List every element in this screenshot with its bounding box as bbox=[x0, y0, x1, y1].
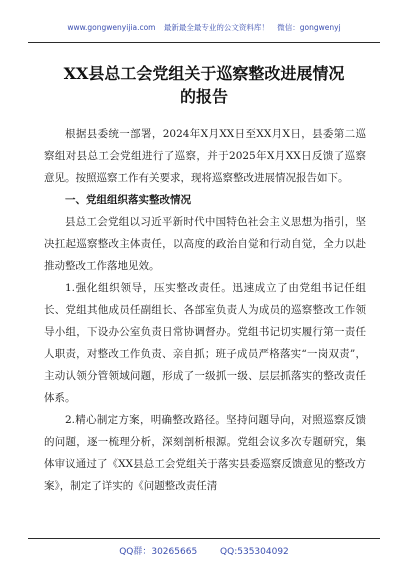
header-tagline: 最新最全最专业的公文资料库！ bbox=[163, 23, 269, 32]
document-body bbox=[44, 123, 366, 497]
section-1-paragraph: 县总工会党组以习近平新时代中国特色社会主义思想为指引，坚决扛起巡察整改主体责任，以高度的政治自觉和行动自觉，全力以赴推动整改工作落地见效。 bbox=[44, 216, 366, 272]
page-footer bbox=[0, 544, 408, 557]
page-header bbox=[0, 22, 408, 33]
title-line-2: 的报告 bbox=[179, 87, 228, 106]
header-divider bbox=[28, 42, 380, 43]
item-1-paragraph: 1.强化组织领导，压实整改责任。迅速成立了由党组书记任组长、党组其他成员任副组长、各部室负责人为成员的巡察整改工作领导小组，下设办公室负责日常协调督办。党组书记切实履行第一责任人职责，对整改工作负责、亲自抓；班子成员严格落实“一岗双责”，主动认领分管领域问题，形成了一级抓一级、层层抓落实的整改责任体系。 bbox=[44, 282, 366, 404]
intro-paragraph: 根据县委统一部署，2024年X月XX日至XX月X日，县委第二巡察组对县总工会党组进行了巡察，并于2025年X月XX日反馈了巡察意见。按照巡察工作有关要求，现将巡察整改进展情况报告如下。 bbox=[44, 128, 366, 184]
title-line-1: XX县总工会党组关于巡察整改进展情况 bbox=[63, 64, 345, 83]
document-title bbox=[30, 62, 378, 108]
header-site: www.gongwenyijia.com bbox=[67, 23, 156, 32]
footer-qq: QQ:535304092 bbox=[220, 547, 289, 557]
footer-qq-group: QQ群：30265665 bbox=[119, 547, 198, 557]
item-2-paragraph: 2.精心制定方案，明确整改路径。坚持问题导向，对照巡察反馈的问题，逐一梳理分析，深刻剖析根源。党组会议多次专题研究，集体审议通过了《XX县总工会党组关于落实县委巡察反馈意见的整改方案》，制定了详实的《问题整改责任清 bbox=[44, 414, 366, 492]
footer-divider bbox=[28, 538, 380, 539]
section-1-heading: 一、党组组织落实整改情况 bbox=[65, 194, 191, 206]
header-wechat: 微信：gongwenyj bbox=[277, 23, 341, 32]
